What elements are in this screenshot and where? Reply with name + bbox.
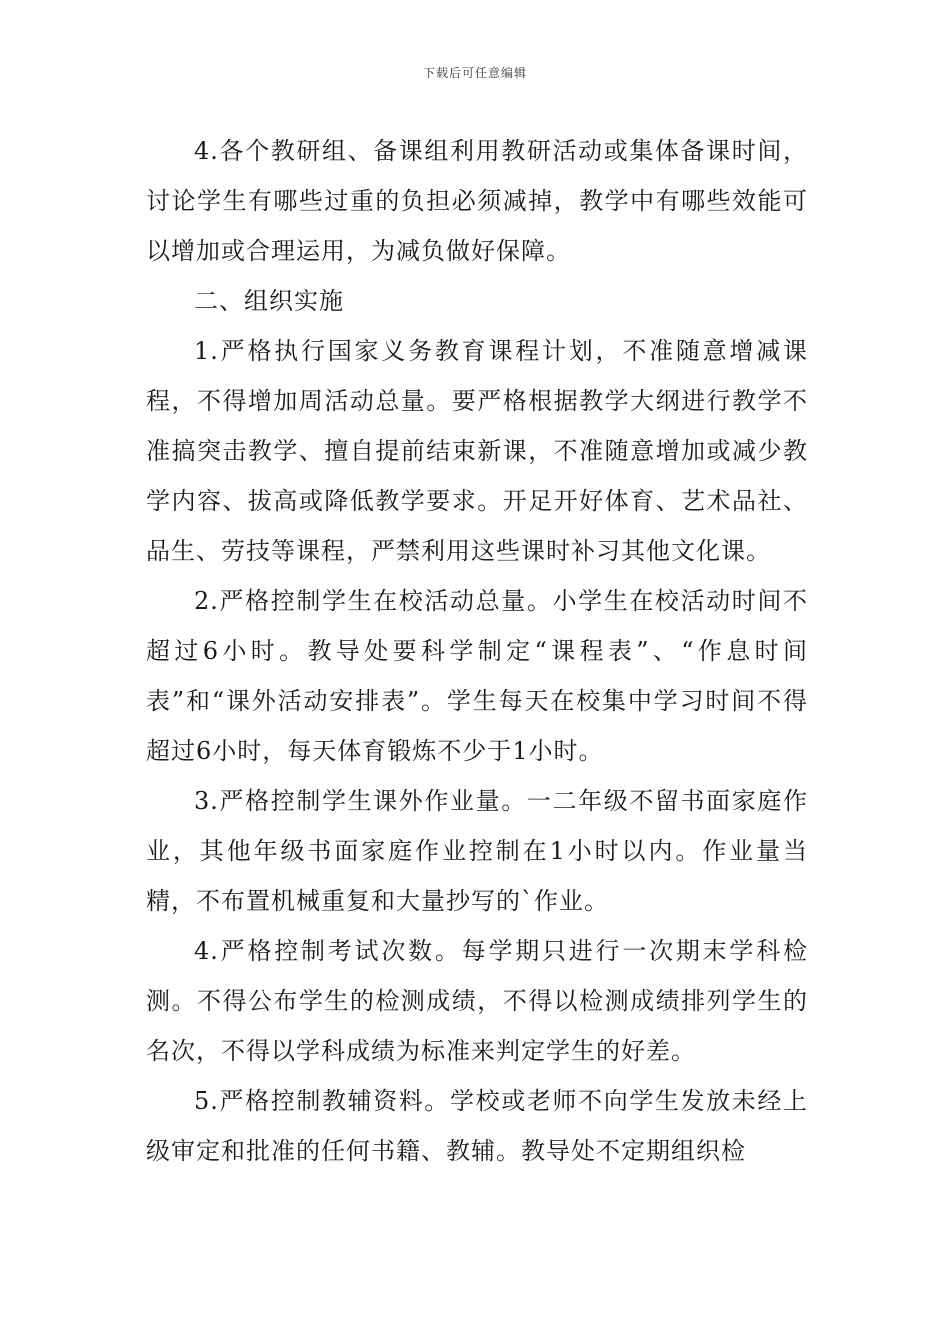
page-header: 下载后可任意编辑 bbox=[422, 66, 527, 80]
document-body bbox=[146, 126, 808, 1176]
paragraph-teaching-materials: 5.严格控制教辅资料。学校或老师不向学生发放未经上级审定和批准的任何书籍、教辅。教导处不定期组织检 bbox=[146, 1087, 808, 1165]
section-heading-organization: 二、组织实施 bbox=[194, 287, 344, 315]
paragraph-teaching-groups: 4.各个教研组、备课组利用教研活动或集体备课时间，讨论学生有哪些过重的负担必须减掉，教学中有哪些效能可以增加或合理运用，为减负做好保障。 bbox=[146, 137, 808, 265]
paragraph-homework-amount: 3.严格控制学生课外作业量。一二年级不留书面家庭作业，其他年级书面家庭作业控制在1小时以内。作业量当精，不布置机械重复和大量抄写的`作业。 bbox=[146, 787, 808, 915]
paragraph-exam-count: 4.严格控制考试次数。每学期只进行一次期末学科检测。不得公布学生的检测成绩，不得以检测成绩排列学生的名次，不得以学科成绩为标准来判定学生的好差。 bbox=[146, 937, 808, 1065]
paragraph-school-activity-time: 2.严格控制学生在校活动总量。小学生在校活动时间不超过6小时。教导处要科学制定“课程表”、“作息时间表”和“课外活动安排表”。学生每天在校集中学习时间不得超过6小时，每天体育锻炼不少于1小时。 bbox=[146, 587, 808, 765]
paragraph-curriculum-plan: 1.严格执行国家义务教育课程计划，不准随意增减课程，不得增加周活动总量。要严格根据教学大纲进行教学不准搞突击教学、擅自提前结束新课，不准随意增加或减少教学内容、拔高或降低教学要求。开足开好体育、艺术品社、品生、劳技等课程，严禁利用这些课时补习其他文化课。 bbox=[146, 337, 808, 565]
